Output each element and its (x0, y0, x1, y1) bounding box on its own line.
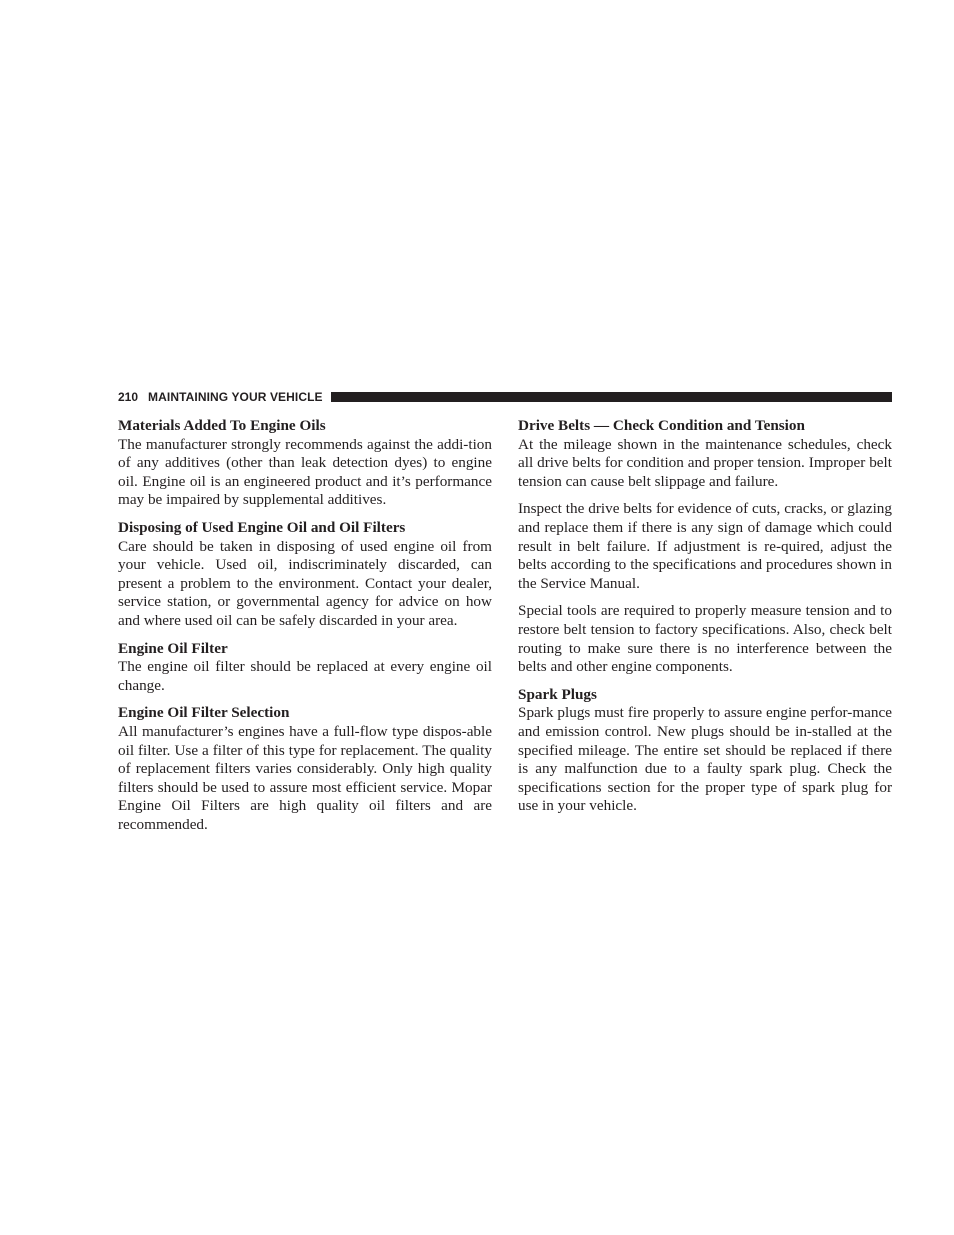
section-heading: Spark Plugs (518, 685, 597, 703)
section-heading: Disposing of Used Engine Oil and Oil Filters (118, 518, 406, 536)
page-number: 210 (118, 390, 139, 404)
page-header (118, 388, 892, 406)
section-paragraph: The engine oil filter should be replaced at every engine oil change. (118, 658, 492, 694)
section-paragraph: Spark plugs must fire properly to assure engine perfor-mance and emission control. New plugs should be in-stalled at the specified mileage. The entire set should be replaced if there is any malfunction due to a faulty spark plug. Check the specifications section for the proper type of spark plug for use in your vehicle. (518, 704, 892, 815)
section-heading: Materials Added To Engine Oils (118, 417, 326, 434)
section-paragraph: At the mileage shown in the maintenance schedules, check all drive belts for condition and proper tension. Improper belt tension can cause belt slippage and failure. (518, 435, 892, 490)
section-heading: Engine Oil Filter (118, 639, 228, 657)
section-paragraph: Inspect the drive belts for evidence of cuts, cracks, or glazing and replace them if there is any sign of damage which could result in belt failure. If adjustment is re-quired, adjust the belts according to the specifications and procedures shown in the Service Manual. (518, 500, 892, 592)
section-engine-oil-filter (118, 640, 492, 696)
section-heading: Drive Belts — Check Condition and Tension (518, 417, 805, 434)
section-paragraph: Special tools are required to properly measure tension and to restore belt tension to factory specifications. Also, check belt routing to make sure there is no interference between the belts and other engine components. (518, 602, 892, 676)
section-paragraph: All manufacturer’s engines have a full-flow type dispos-able oil filter. Use a filter of this type for replacement. The quality of replacement filters varies considerably. Only high quality filters should be used to assure most efficient service. Mopar Engine Oil Filters are high quality oil filters and are recommended. (118, 722, 492, 833)
header-rule (331, 392, 892, 402)
section-title: MAINTAINING YOUR VEHICLE (148, 390, 323, 404)
left-column (118, 417, 492, 843)
section-spark-plugs (518, 686, 892, 816)
section-paragraph: The manufacturer strongly recommends against the addi-tion of any additives (other than leak detection dyes) to engine oil. Engine oil is an engineered product and it’s performance may be impaired by supplemental additives. (118, 435, 492, 509)
section-drive-belts (518, 417, 892, 677)
right-column (518, 417, 892, 825)
section-paragraph: Care should be taken in disposing of used engine oil from your vehicle. Used oil, indiscriminately discarded, can present a problem to the environment. Contact your dealer, service station, or governmental agency for advice on how and where used oil can be safely discarded in your area. (118, 537, 492, 629)
section-disposing-oil (118, 519, 492, 631)
section-oil-filter-selection (118, 704, 492, 834)
section-heading: Engine Oil Filter Selection (118, 704, 290, 722)
section-materials-added (118, 417, 492, 510)
